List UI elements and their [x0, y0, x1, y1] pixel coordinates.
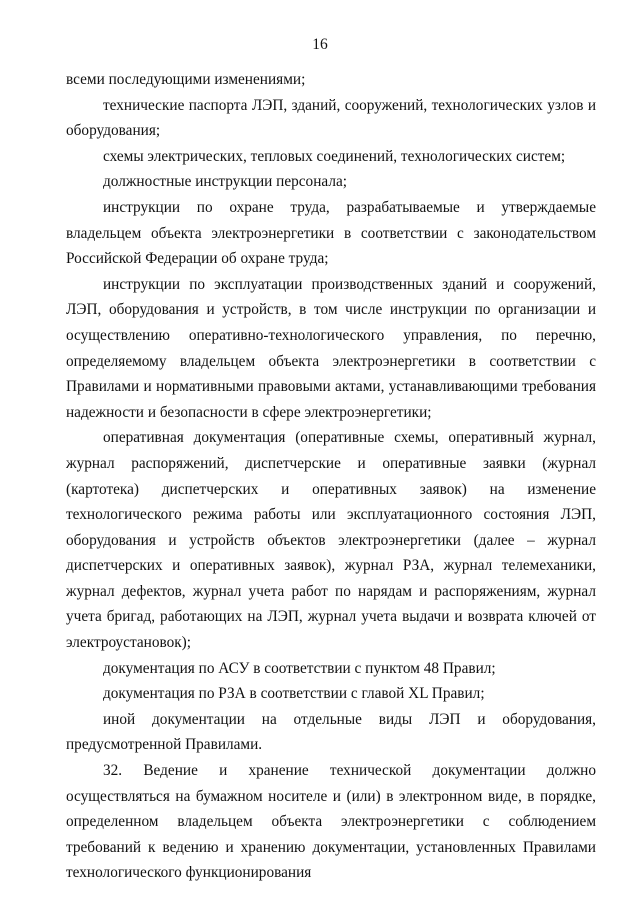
- paragraph-safety-instructions: инструкции по охране труда, разрабатываемые и утверждаемые владельцем объекта электроэнергетики в соответствии с законодательством Российской Федерации об охране труда;: [66, 198, 596, 268]
- paragraph-asu-documentation: документация по АСУ в соответствии с пунктом 48 Правил;: [103, 659, 496, 677]
- paragraph-technical-passports: технические паспорта ЛЭП, зданий, сооружений, технологических узлов и оборудования;: [66, 96, 596, 140]
- paragraph-job-instructions: должностные инструкции персонала;: [103, 173, 347, 191]
- paragraph-continuation: всеми последующими изменениями;: [66, 71, 306, 88]
- paragraph-schemes: схемы электрических, тепловых соединений, технологических систем;: [103, 147, 566, 165]
- document-body: [66, 67, 596, 886]
- paragraph-item-32: 32. Ведение и хранение технической документации должно осуществляться на бумажном носителе и (или) в электронном виде, в порядке, определенном владельцем объекта электроэнергетики с соблюдением требований к ведению и хранению документации, установленных Правилами технологического функционирования: [66, 762, 596, 882]
- page-number: 16: [312, 36, 328, 53]
- paragraph-rza-documentation: документация по РЗА в соответствии с главой XL Правил;: [103, 685, 485, 703]
- paragraph-operational-documentation: оперативная документация (оперативные схемы, оперативный журнал, журнал распоряжений, диспетчерские и оперативные заявки (журнал (картотека) диспетчерских и оперативных заявок) на изменение технологического режима работы или эксплуатационного состояния ЛЭП, оборудования и устройств объектов электроэнергетики (далее – журнал диспетчерских и оперативных заявок), журнал РЗА, журнал телемеханики, журнал дефектов, журнал учета работ по нарядам и распоряжениям, журнал учета бригад, работающих на ЛЭП, журнал учета выдачи и возврата ключей от электроустановок);: [66, 429, 596, 652]
- paragraph-other-documentation: иной документации на отдельные виды ЛЭП и оборудования, предусмотренной Правилами.: [66, 710, 596, 754]
- paragraph-operation-instructions: инструкции по эксплуатации производственных зданий и сооружений, ЛЭП, оборудования и устройств, в том числе инструкции по организации и осуществлению оперативно-технологического управления, по перечню, определяемому владельцем объекта электроэнергетики в соответствии с Правилами и нормативными правовыми актами, устанавливающими требования надежности и безопасности в сфере электроэнергетики;: [66, 275, 596, 421]
